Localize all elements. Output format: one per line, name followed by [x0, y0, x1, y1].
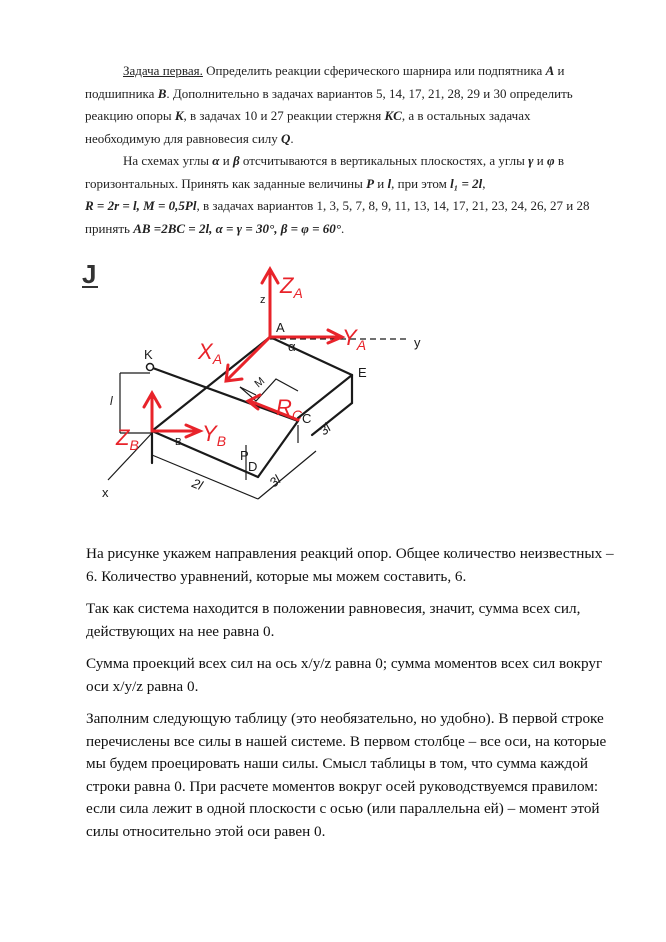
label-e: E	[358, 365, 367, 380]
label-x: x	[102, 485, 109, 500]
label-k: K	[144, 347, 153, 362]
label-dim-2l: 2l	[189, 475, 205, 494]
label-y: y	[414, 335, 421, 350]
label-z: z	[260, 294, 266, 306]
label-c: C	[302, 411, 312, 426]
reaction-arrows	[144, 269, 342, 437]
mechanics-diagram	[80, 255, 560, 525]
label-za: $Z_A$	[280, 273, 303, 301]
task-paragraph-1: Задача первая. Определить реакции сферического шарнира или подпятника A и подшипника B. Дополнительно в задачах вариантов 5, 14, 17, 21, 28, 29 и 30 определить реакцию опоры K, в задачах 10 и 27 реакции стержня KC, а в остальных задачах необходимую для равновесия силу Q.	[85, 63, 573, 146]
task-title: Задача первая.	[123, 63, 203, 78]
label-beta: B	[175, 437, 182, 448]
task-paragraph-2: На схемах углы α и β отсчитываются в вертикальных плоскостях, а углы γ и φ в горизонтальных. Принять как заданные величины P и l, при этом l₁ = 2l, R = 2r = l, M = 0,5Pl, в задачах вариантов 1, 3, 5, 7, 8, 9, 11, 13, 14, 17, 21, 23, 24, 26, 27 и 28 принять AB =2BC = 2l, α = γ = 30°, β = φ = 60°.	[85, 153, 590, 236]
task-statement	[85, 60, 605, 240]
label-l: l	[110, 394, 113, 408]
paragraph-equilibrium: Так как система находится в положении равновесия, значит, сумма всех сил, действующих на нее равна 0.	[86, 600, 581, 640]
pin-k	[147, 364, 154, 371]
label-alpha: α	[288, 339, 296, 354]
label-moment-m: M	[252, 375, 268, 391]
label-p: P	[240, 448, 249, 463]
paragraph-table-instructions: Заполним следующую таблицу (это необязательно, но удобно). В первой строке перечислены все силы в нашей системе. В первом столбце – все оси, на которые мы будем проецировать наши силы. Смысл таблицы в том, что сумма каждой строки равна 0. При расчете моментов вокруг осей руководствуемся правилом: если сила лежит в одной плоскости с осью (или параллельна ей) – момент этой силы относительно этой оси равен 0.	[86, 710, 607, 840]
label-a: A	[276, 320, 285, 335]
label-rc: $R_C$	[276, 395, 303, 423]
label-dim-3l-bottom: 3l	[266, 472, 284, 491]
plate-diagram-svg	[80, 255, 560, 525]
paragraph-projections: Сумма проекций всех сил на ось x/y/z равна 0; сумма моментов всех сил вокруг оси x/y/z равна 0.	[86, 655, 603, 695]
label-yb: $Y_B$	[202, 421, 227, 449]
label-dim-3l-right: 3l	[316, 420, 334, 439]
paragraph-unknowns: На рисунке укажем направления реакций опор. Общее количество неизвестных – 6. Количество уравнений, которые мы можем составить, 6.	[86, 545, 614, 585]
label-ya: $Y_A$	[342, 325, 367, 353]
label-zb: $Z_B$	[116, 425, 139, 453]
label-d: D	[248, 459, 258, 474]
corner-mark: J	[82, 259, 97, 289]
label-xa: $X_A$	[198, 339, 223, 367]
